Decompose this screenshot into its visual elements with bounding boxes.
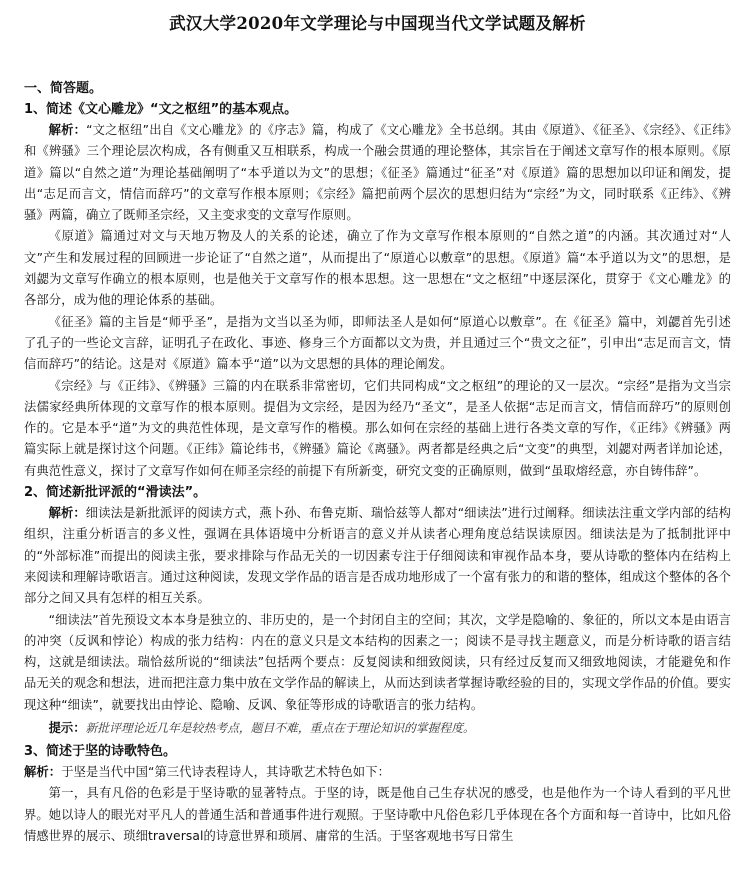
question-1-paragraph-1-text: “文之枢纽”出自《文心雕龙》的《序志》篇，构成了《文心雕龙》全书总纲。其由《原道》、《征圣》、《宗经》、《正纬》和《辨骚》三个理论层次构成，各有侧重又互相联系，构成一个融会贯通的理论整体，其宗旨在于阐述文章写作的根本原则。《原道》篇以“自然之道”为理论基础阐明了“本乎道以为文”的思想；《征圣》篇通过“征圣”对《原道》篇的思想加以印证和阐发，提出“志足而言文，情信而辞巧”的文章写作根本原则；《宗经》篇把前两个层次的思想归结为“宗经”为文，同时联系《正纬》、《辨骚》两篇，确立了既师圣宗经，又主变求变的文章写作原则。 [24, 123, 731, 223]
question-3-intro [24, 762, 731, 783]
question-1-paragraph-2: 《原道》篇通过对文与天地万物及人的关系的论述，确立了作为文章写作根本原则的“自然之道”的内涵。其次通过对“人文”产生和发展过程的回顾进一步论证了“自然之道”，从而提出了“原道心以敷章”的思想。《原道》篇“本乎道以为文”的思想，是刘勰为文章写作确立的根本原则，也是他关于文章写作的根本思想。这一思想在“文之枢纽”中逐层深化，贯穿于《文心雕龙》的各部分，成为他的理论体系的基础。 [24, 229, 731, 308]
question-3-paragraph-1: 第一，具有凡俗的色彩是于坚诗歌的显著特点。于坚的诗，既是他自己生存状况的感受，也是他作为一个诗人看到的平凡世界。她以诗人的眼光对平凡人的普通生活和普通事件进行观照。于坚诗歌中凡俗色彩几乎体现在各个方面和每一首诗中，比如凡俗情感世界的展示、琐细traversal的诗意世界和琐屑、庸常的生活。于坚客观地书写日常生 [24, 786, 731, 843]
analysis-label: 解析： [48, 506, 86, 521]
question-2-paragraph-1-text: 细读法是新批派评的阅读方式，燕卜孙、布鲁克斯、瑞恰兹等人都对“细读法”进行过阐释。细读法注重文学内部的结构组织，注重分析语言的多义性，强调在具体语境中分析语言的意义并从读者心理角度总结误读原因。细读法是为了抵制批评中的“外部标准”而提出的阅读主张，要求排除与作品无关的一切因素专注于仔细阅读和审视作品本身，要从诗歌的整体内在结构上来阅读和理解诗歌语言。通过这种阅读，发现文学作品的语言是否成功地形成了一个富有张力的和谐的整体，组成这个整体的各个部分之间又具有怎样的相互关系。 [24, 506, 731, 606]
question-2-title: 2、简述新批评派的“滑读法”。 [24, 485, 207, 501]
question-2-tip [24, 718, 731, 739]
question-2-paragraph-2: “细读法”首先预设文本本身是独立的、非历史的，是一个封闭自主的空间；其次，文学是隐喻的、象征的，所以文本是由语言的冲突（反讽和悖论）构成的张力结构：内在的意义只是文本结构的因素之一；阅读不是寻找主题意义，而是分析诗歌的语言结构，这就是细读法。瑞恰兹所说的“细读法”包括两个要点：反复阅读和细致阅读，只有经过反复而又细致地阅读，才能避免和作品无关的观念和想法，进而把注意力集中放在文学作品的解读上，从而达到读者掌握诗歌经验的目的，实现文学作品的价值。要实现这种“细读”，就要找出由悖论、隐喻、反讽、象征等形成的诗歌语言的张力结构。 [24, 612, 731, 712]
question-1-paragraph-1 [24, 120, 731, 226]
question-2-paragraph-1 [24, 503, 731, 609]
question-1-title: 1、简述《文心雕龙》“文之枢纽”的基本观点。 [24, 102, 298, 117]
question-1-paragraph-4: 《宗经》与《正纬》、《辨骚》三篇的内在联系非常密切，它们共同构成“文之枢纽”的理论的又一层次。“宗经”是指为文当宗法儒家经典所体现的文章写作的根本原则。提倡为文宗经，是因为经乃“圣文”，是圣人依据“志足而言文，情信而辞巧”的原则创作的。它是本乎“道”为文的典范性体现，是文章写作的楷模。那么如何在宗经的基础上进行各类文章的写作，《正纬》《辨骚》两篇实际上就是探讨这个问题。《正纬》篇论纬书，《辨骚》篇论《离骚》。两者都是经典之后“文变”的典型，刘勰对两者详加论述，有典范性意义，探讨了文章写作如何在师圣宗经的前提下有所新变，研究文变的正确原则，做到“虽取熔经意，亦自铸伟辞”。 [24, 378, 731, 478]
tip-text: 新批评理论近几年是较热考点，题目不难，重点在于理论知识的掌握程度。 [85, 721, 475, 736]
section-heading-short-answer: 一、简答题。 [24, 81, 103, 96]
question-3-intro-text: 于坚是当代中国“第三代诗表程诗人，其诗歌艺术特色如下： [61, 765, 390, 780]
analysis-label: 解析： [48, 123, 87, 137]
document-title: 武汉大学2020年文学理论与中国现当代文学试题及解析 [169, 14, 586, 33]
question-3-title: 3、简述于坚的诗歌特色。 [24, 744, 177, 760]
tip-label: 提示： [48, 721, 86, 736]
analysis-label: 解析： [24, 765, 62, 780]
question-1-paragraph-3: 《征圣》篇的主旨是“师乎圣”，是指为文当以圣为师，即师法圣人是如何“原道心以敷章”。在《征圣》篇中，刘勰首先引述了孔子的一些论文言辞，证明孔子在政化、事迹、修身三个方面都以文为贵，并且通过三个“贵文之征”，引申出“志足而言文，情信而辞巧”的结论。这是对《原道》篇本乎“道”以为文思想的具体的理论阐发。 [24, 314, 731, 372]
